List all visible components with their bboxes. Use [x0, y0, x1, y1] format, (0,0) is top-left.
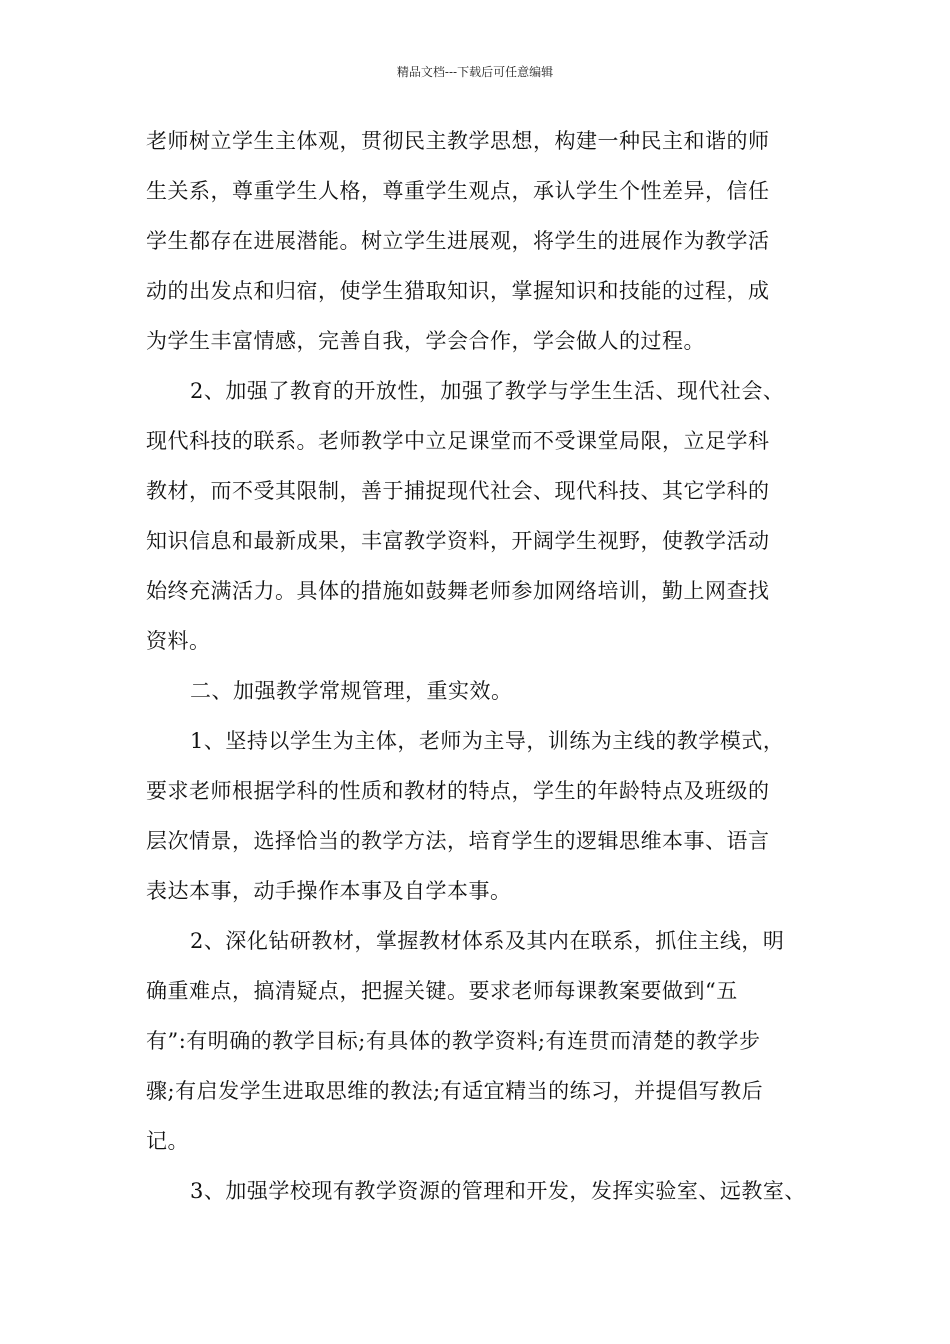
text-line: 现代科技的联系。老师教学中立足课堂而不受课堂局限，立足学科 [146, 429, 770, 453]
text-line: 教材，而不受其限制，善于捕捉现代社会、现代科技、其它学科的 [146, 479, 770, 503]
text-line: 为学生丰富情感，完善自我，学会合作，学会做人的过程。 [146, 329, 705, 353]
text-line: 有”:有明确的教学目标;有具体的教学资料;有连贯而清楚的教学步 [146, 1029, 761, 1053]
section-heading: 二、加强教学常规管理，重实效。 [190, 679, 513, 703]
text-line: 始终充满活力。具体的措施如鼓舞老师参加网络培训，勤上网查找 [146, 579, 770, 603]
text-line: 资料。 [146, 629, 211, 653]
paragraph-start: 1、坚持以学生为主体，老师为主导，训练为主线的教学模式， [190, 729, 785, 753]
text-line: 表达本事，动手操作本事及自学本事。 [146, 879, 512, 903]
page-header: 精品文档---下载后可任意编辑 [396, 65, 554, 79]
text-line: 知识信息和最新成果，丰富教学资料，开阔学生视野，使教学活动 [146, 529, 770, 553]
text-line: 生关系，尊重学生人格，尊重学生观点，承认学生个性差异，信任 [146, 179, 770, 203]
paragraph-start: 2、加强了教育的开放性，加强了教学与学生生活、现代社会、 [190, 379, 785, 403]
text-line: 学生都存在进展潜能。树立学生进展观，将学生的进展作为教学活 [146, 229, 770, 253]
text-line: 记。 [146, 1129, 189, 1153]
document-body [146, 129, 836, 1229]
text-line: 老师树立学生主体观，贯彻民主教学思想，构建一种民主和谐的师 [146, 129, 770, 153]
text-line: 要求老师根据学科的性质和教材的特点，学生的年龄特点及班级的 [146, 779, 770, 803]
text-line: 确重难点，搞清疑点，把握关键。要求老师每课教案要做到“五 [146, 979, 738, 1003]
paragraph-start: 3、加强学校现有教学资源的管理和开发，发挥实验室、远教室、 [190, 1179, 806, 1203]
text-line: 动的出发点和归宿，使学生猎取知识，掌握知识和技能的过程，成 [146, 279, 770, 303]
text-line: 层次情景，选择恰当的教学方法，培育学生的逻辑思维本事、语言 [146, 829, 770, 853]
text-line: 骤;有启发学生进取思维的教法;有适宜精当的练习，并提倡写教后 [146, 1079, 764, 1103]
paragraph-start: 2、深化钻研教材，掌握教材体系及其内在联系，抓住主线，明 [190, 929, 785, 953]
